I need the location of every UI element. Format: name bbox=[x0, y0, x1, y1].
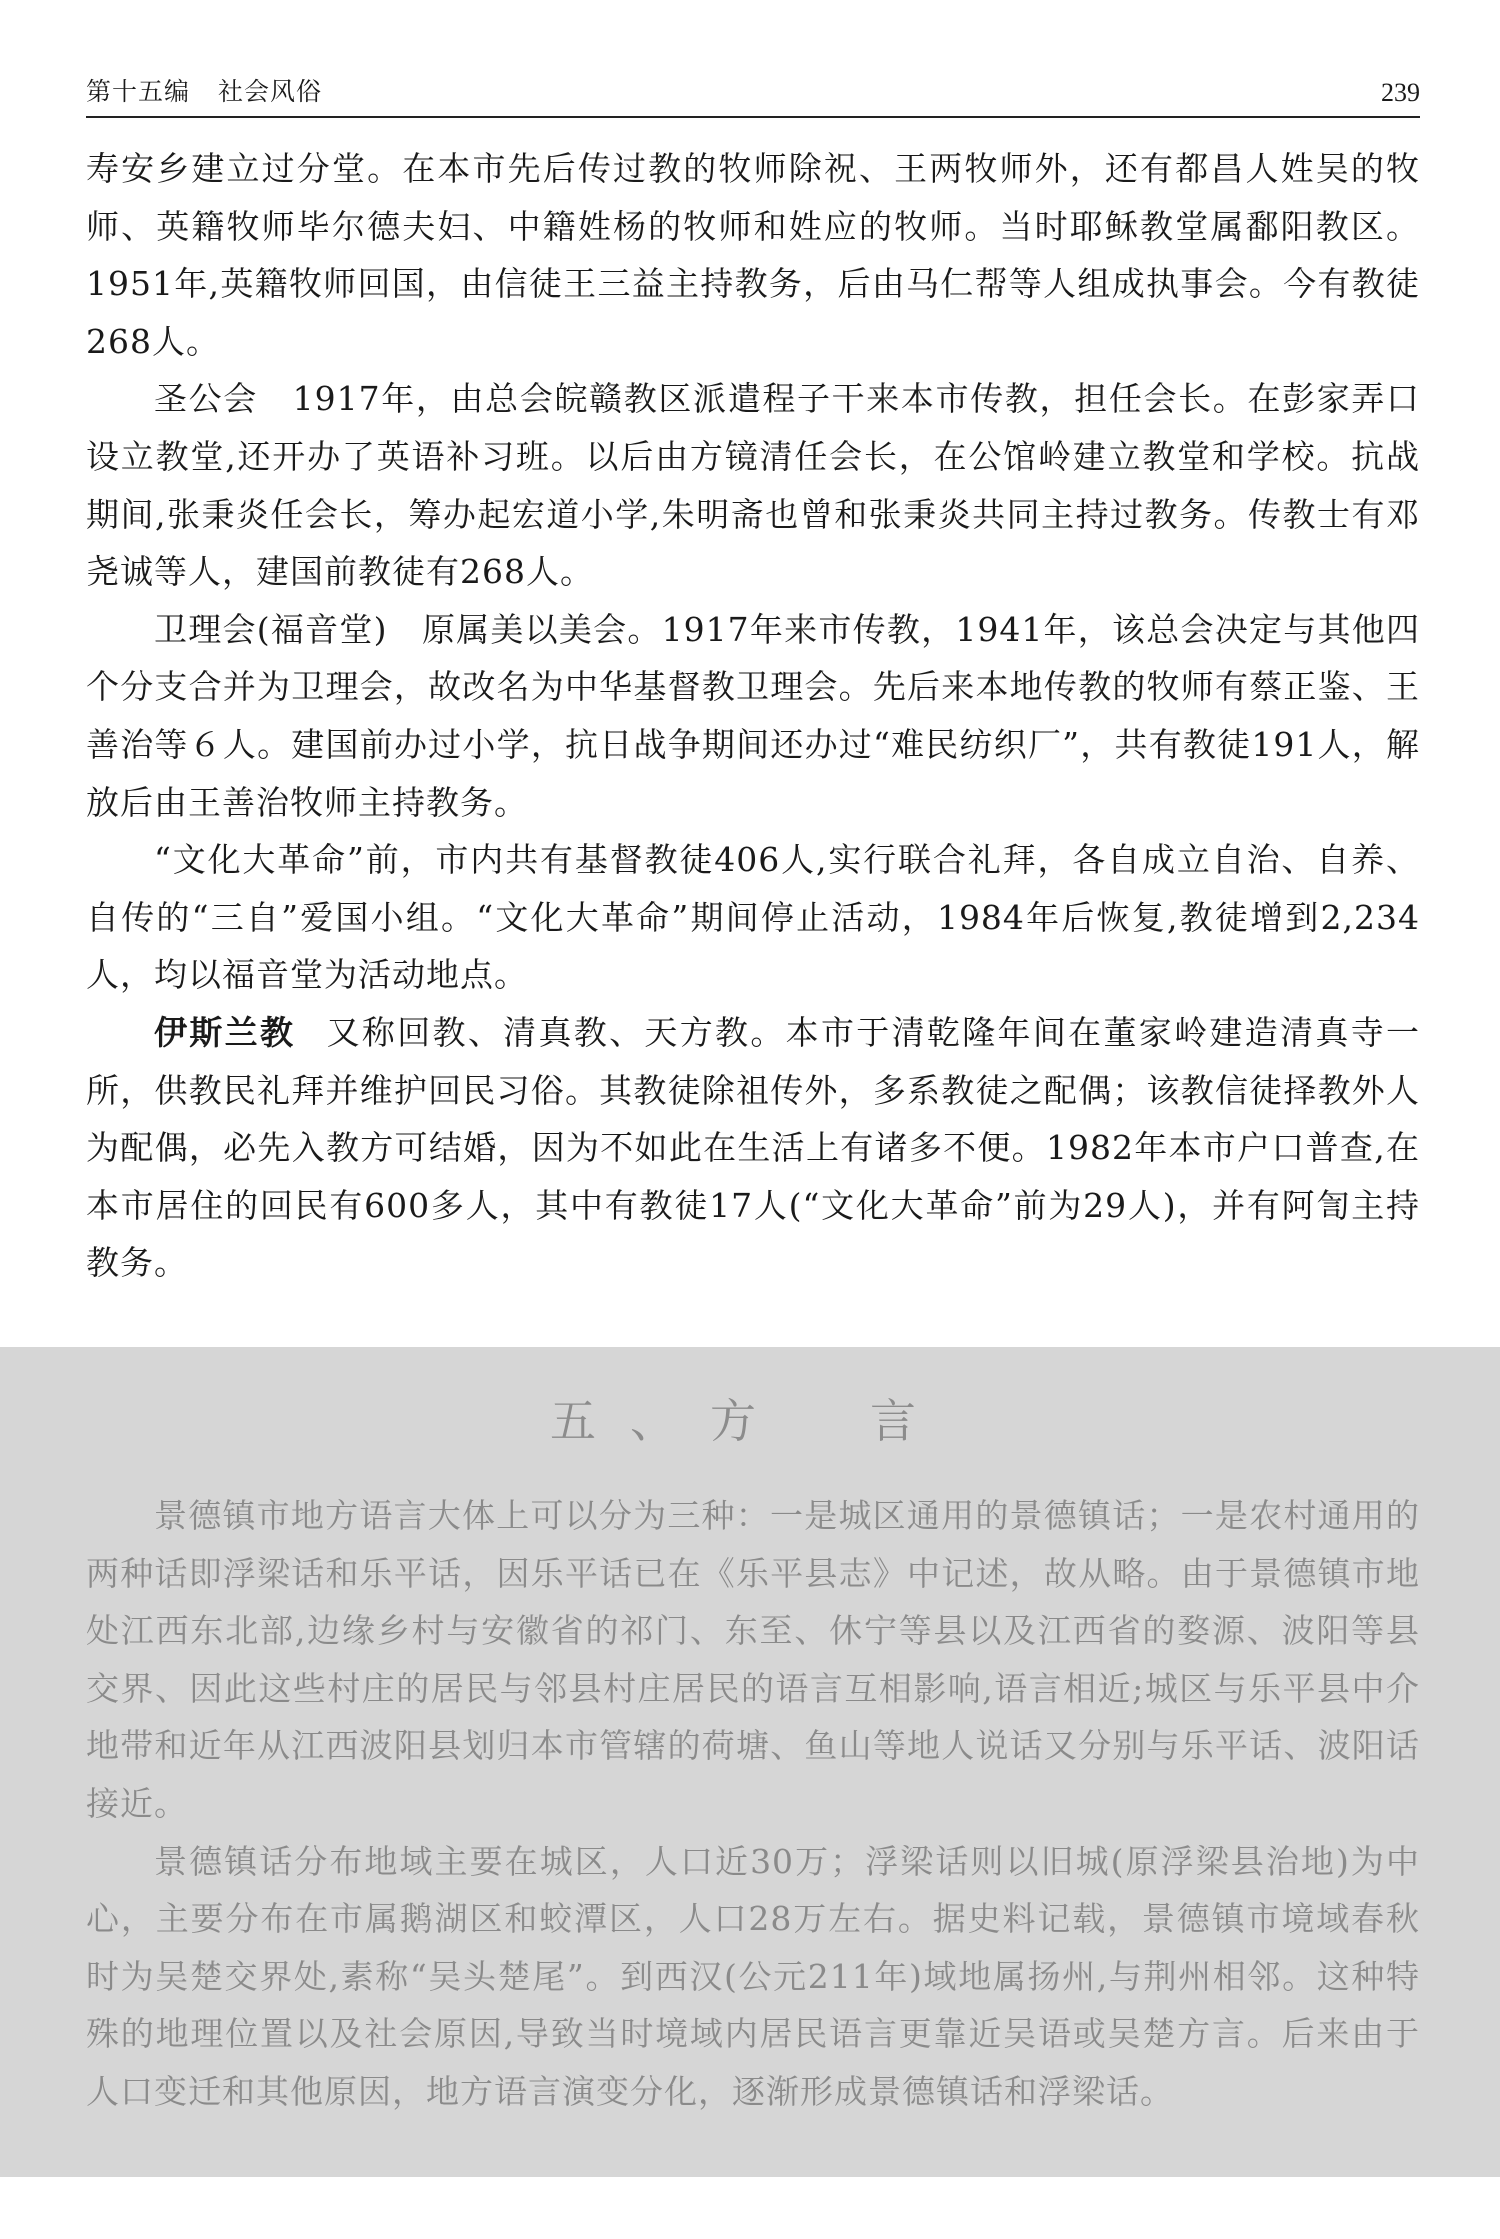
paragraph-methodist: 卫理会(福音堂) 原属美以美会。1917年来市传教，1941年，该总会决定与其他四个分支合并为卫理会，故改名为中华基督教卫理会。先后来本地传教的牧师有蔡正鉴、王善治等６人。建国前办过小学，抗日战争期间还办过“难民纺织厂”，共有教徒191人，解放后由王善治牧师主持教务。 bbox=[86, 609, 1420, 822]
paragraph-cultural-revolution: “文化大革命”前，市内共有基督教徒406人,实行联合礼拜，各自成立自治、自养、自传的“三自”爱国小组。“文化大革命”期间停止活动，1984年后恢复,教徒增到2,234人，均以福音堂为活动地点。 bbox=[86, 840, 1420, 995]
dialect-text bbox=[86, 1487, 1420, 2121]
paragraph-islam bbox=[86, 1004, 1420, 1292]
paragraph-dialect-distribution: 景德镇话分布地域主要在城区，人口近30万；浮梁话则以旧城(原浮梁县治地)为中心，主要分布在市属鹅湖区和蛟潭区，人口28万左右。据史料记载，景德镇市境域春秋时为吴楚交界处,素称“吴头楚尾”。到西汉(公元211年)域地属扬州,与荆州相邻。这种特殊的地理位置以及社会原因,导致当时境域内居民语言更靠近吴语或吴楚方言。后来由于人口变迁和其他原因，地方语言演变分化，逐渐形成景德镇话和浮梁话。 bbox=[86, 1841, 1420, 2111]
paragraph-anglican: 圣公会 1917年，由总会皖赣教区派遣程子干来本市传教，担任会长。在彭家弄口设立教堂,还开办了英语补习班。以后由方镜清任会长，在公馆岭建立教堂和学校。抗战期间,张秉炎任会长，筹办起宏道小学,朱明斋也曾和张秉炎共同主持过教务。传教士有邓尧诚等人，建国前教徒有268人。 bbox=[86, 379, 1420, 592]
islam-text: 又称回教、清真教、天方教。本市于清乾隆年间在董家岭建造清真寺一所，供教民礼拜并维护回民习俗。其教徒除祖传外，多系教徒之配偶；该教信徒择教外人为配偶，必先入教方可结婚，因为不如此在生活上有诸多不便。1982年本市户口普查,在本市居住的回民有600多人，其中有教徒17人(“文化大革命”前为29人)，并有阿訇主持教务。 bbox=[86, 1012, 1421, 1283]
main-text bbox=[86, 140, 1420, 1292]
paragraph-continuation: 寿安乡建立过分堂。在本市先后传过教的牧师除祝、王两牧师外，还有都昌人姓吴的牧师、英籍牧师毕尔德夫妇、中籍姓杨的牧师和姓应的牧师。当时耶稣教堂属鄱阳教区。1951年,英籍牧师回国，由信徒王三益主持教务，后由马仁帮等人组成执事会。今有教徒268人。 bbox=[86, 149, 1420, 361]
header-chapter: 第十五编 bbox=[86, 77, 191, 106]
page-number: 239 bbox=[1381, 78, 1420, 107]
running-header bbox=[86, 60, 1420, 118]
islam-term: 伊斯兰教 bbox=[154, 1012, 296, 1052]
header-chapter-section bbox=[86, 72, 322, 108]
section-title-dialect: 五、方 言 bbox=[550, 1394, 950, 1448]
header-section: 社会风俗 bbox=[218, 77, 323, 106]
paragraph-dialect-overview: 景德镇市地方语言大体上可以分为三种：一是城区通用的景德镇话；一是农村通用的两种话即浮梁话和乐平话，因乐平话已在《乐平县志》中记述，故从略。由于景德镇市地处江西东北部,边缘乡村与安徽省的祁门、东至、休宁等县以及江西省的婺源、波阳等县交界、因此这些村庄的居民与邻县村庄居民的语言互相影响,语言相近;城区与乐平县中介地带和近年从江西波阳县划归本市管辖的荷塘、鱼山等地人说话又分别与乐平话、波阳话接近。 bbox=[86, 1496, 1420, 1823]
